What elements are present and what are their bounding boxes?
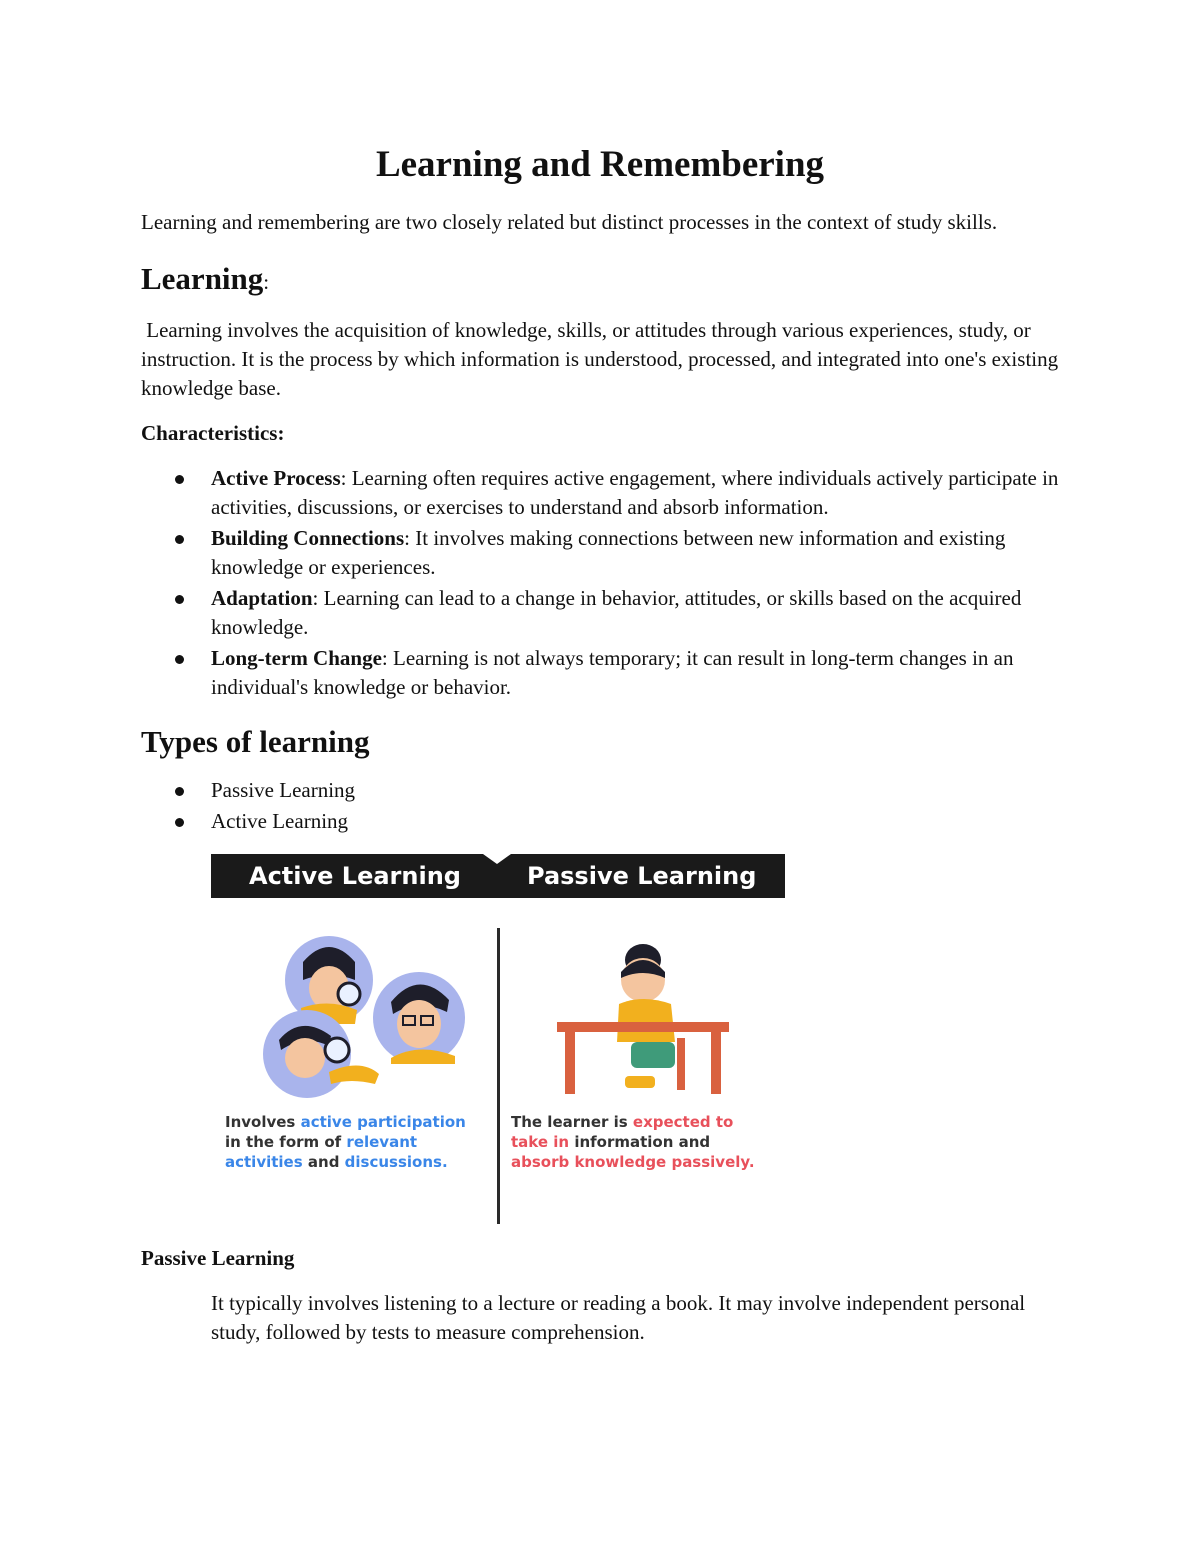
desk-top-shape [557,1022,729,1032]
list-item [141,464,1061,522]
bullet-icon [175,595,184,604]
desk-leg-shape [565,1032,575,1094]
caption-text: and [302,1153,345,1171]
caption-highlight: active participation [300,1113,466,1131]
learning-heading-colon: : [263,270,270,294]
bullet-icon [175,535,184,544]
caption-text: . [748,1153,755,1171]
bullet-icon [175,655,184,664]
list-item [141,807,1061,836]
caption-highlight: discussions [344,1153,442,1171]
characteristic-text: : Learning can lead to a change in behavior, attitudes, or skills based on the acquired knowledge. [211,586,1022,639]
chair-shape [677,1038,685,1090]
intro-paragraph: Learning and remembering are two closely related but distinct processes in the context of study skills. [141,210,998,234]
passive-learning-heading: Passive Learning [141,1246,295,1270]
bullet-icon [175,475,184,484]
magnifier-icon [338,983,360,1005]
shoe-shape [625,1076,655,1088]
caption-highlight: activities [225,1153,303,1171]
face-shape [285,1038,325,1078]
caption-highlight: expected to [632,1113,734,1131]
banner-notch [483,854,511,864]
caption-text: Involves [225,1113,301,1131]
figure-divider [497,928,500,1224]
characteristic-term: Long-term Change [211,646,382,670]
list-item [141,776,1061,805]
characteristics-heading: Characteristics: [141,421,285,445]
list-item [141,644,1061,702]
shirt-shape [617,999,675,1042]
caption-highlight: absorb knowledge passively [511,1153,749,1171]
passive-learning-body: It typically involves listening to a lecture or reading a book. It may involve independent personal study, followed by tests to measure comprehension. [211,1291,1026,1344]
caption-text: in the form of [225,1133,347,1151]
learning-definition: Learning involves the acquisition of knowledge, skills, or attitudes through various experiences, study, or instruction. It is the process by which information is understood, processed, and integrated into one's existing knowledge base. [141,318,1064,400]
figure-banner [211,854,785,898]
learning-heading-text: Learning [141,261,264,296]
passive-learning-title: Passive Learning [527,862,757,890]
passive-learning-caption [511,1112,785,1172]
bullet-icon [175,818,184,827]
page-title: Learning and Remembering [375,144,825,185]
characteristic-term: Building Connections [211,526,405,550]
magnifier-icon [325,1038,349,1062]
pants-shape [631,1042,675,1068]
caption-text: information and [569,1133,711,1151]
caption-text: The learner is [511,1113,633,1131]
active-learning-caption [225,1112,493,1172]
characteristic-text: : Learning is not always temporary; it can result in long-term changes in an individual's knowledge or behavior. [211,646,1014,699]
list-item [141,524,1061,582]
characteristic-text: : Learning often requires active engagement, where individuals actively participate in activities, discussions, or exercises to understand and absorb information. [211,466,1059,519]
characteristic-term: Active Process [211,466,341,490]
active-learning-title: Active Learning [249,862,461,890]
learning-heading [141,259,1061,302]
list-item [141,584,1061,642]
characteristic-term: Adaptation [211,586,313,610]
caption-text: . [441,1153,448,1171]
type-item: Active Learning [211,809,349,833]
desk-leg-shape [711,1032,721,1094]
active-vs-passive-figure [211,854,785,1224]
types-heading: Types of learning [141,724,370,759]
characteristics-list [141,464,1061,702]
active-learners-illustration [251,932,481,1102]
type-item: Passive Learning [211,778,356,802]
passive-learner-illustration [551,938,741,1098]
document-page [141,140,1064,838]
bullet-icon [175,787,184,796]
caption-highlight: take in [511,1133,570,1151]
caption-highlight: relevant [346,1133,418,1151]
types-list [141,776,1061,836]
characteristic-text: : It involves making connections between new information and existing knowledge or experiences. [211,526,1006,579]
